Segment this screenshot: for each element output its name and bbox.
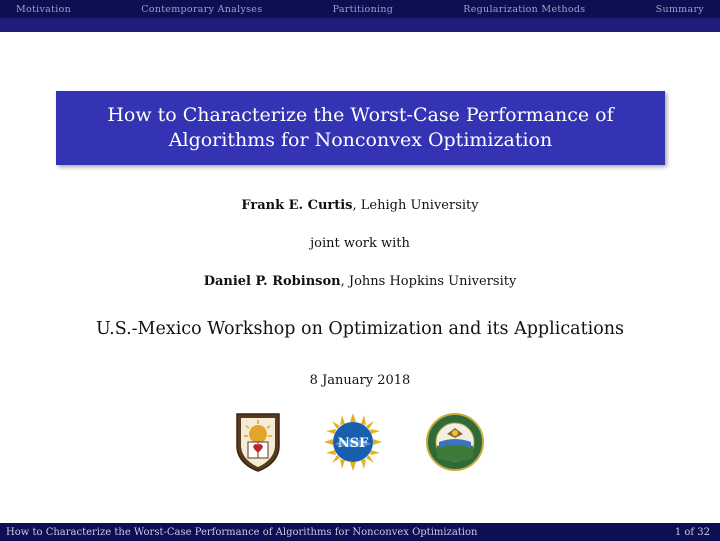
footer-title: How to Characterize the Worst-Case Performance of Algorithms for Nonconvex Optimization: [6, 526, 478, 538]
nav-item-regularization-methods[interactable]: Regularization Methods: [463, 3, 586, 15]
section-navigation: [0, 0, 720, 18]
nav-item-summary[interactable]: Summary: [655, 3, 704, 15]
nav-item-partitioning[interactable]: Partitioning: [332, 3, 394, 15]
author-2: [0, 274, 720, 289]
footer-bar: [0, 523, 720, 541]
nav-item-motivation[interactable]: Motivation: [16, 3, 72, 15]
sponsor-logos: [0, 411, 720, 473]
workshop-name: U.S.-Mexico Workshop on Optimization and its Applications: [96, 319, 624, 339]
nav-item-contemporary-analyses[interactable]: Contemporary Analyses: [141, 3, 263, 15]
joint-work-text: joint work with: [310, 236, 410, 251]
title-line-2: Algorithms for Nonconvex Optimization: [168, 129, 553, 151]
lehigh-seal-icon: [235, 412, 281, 472]
page-number: 1 of 32: [674, 526, 710, 538]
title-box: [56, 91, 665, 165]
author-1-name: Frank E. Curtis: [241, 198, 353, 213]
title-line-1: How to Characterize the Worst-Case Performance of: [107, 104, 614, 126]
author-2-name: Daniel P. Robinson: [203, 274, 341, 289]
nsf-logo-icon: [323, 412, 383, 472]
header-subbar: [0, 18, 720, 32]
doe-seal-icon: [425, 412, 485, 472]
author-1-affiliation: , Lehigh University: [352, 198, 479, 213]
nsf-logo-text: NSF: [337, 436, 369, 451]
presentation-date: 8 January 2018: [309, 373, 411, 388]
author-1: [0, 198, 720, 213]
author-2-affiliation: , Johns Hopkins University: [340, 274, 517, 289]
